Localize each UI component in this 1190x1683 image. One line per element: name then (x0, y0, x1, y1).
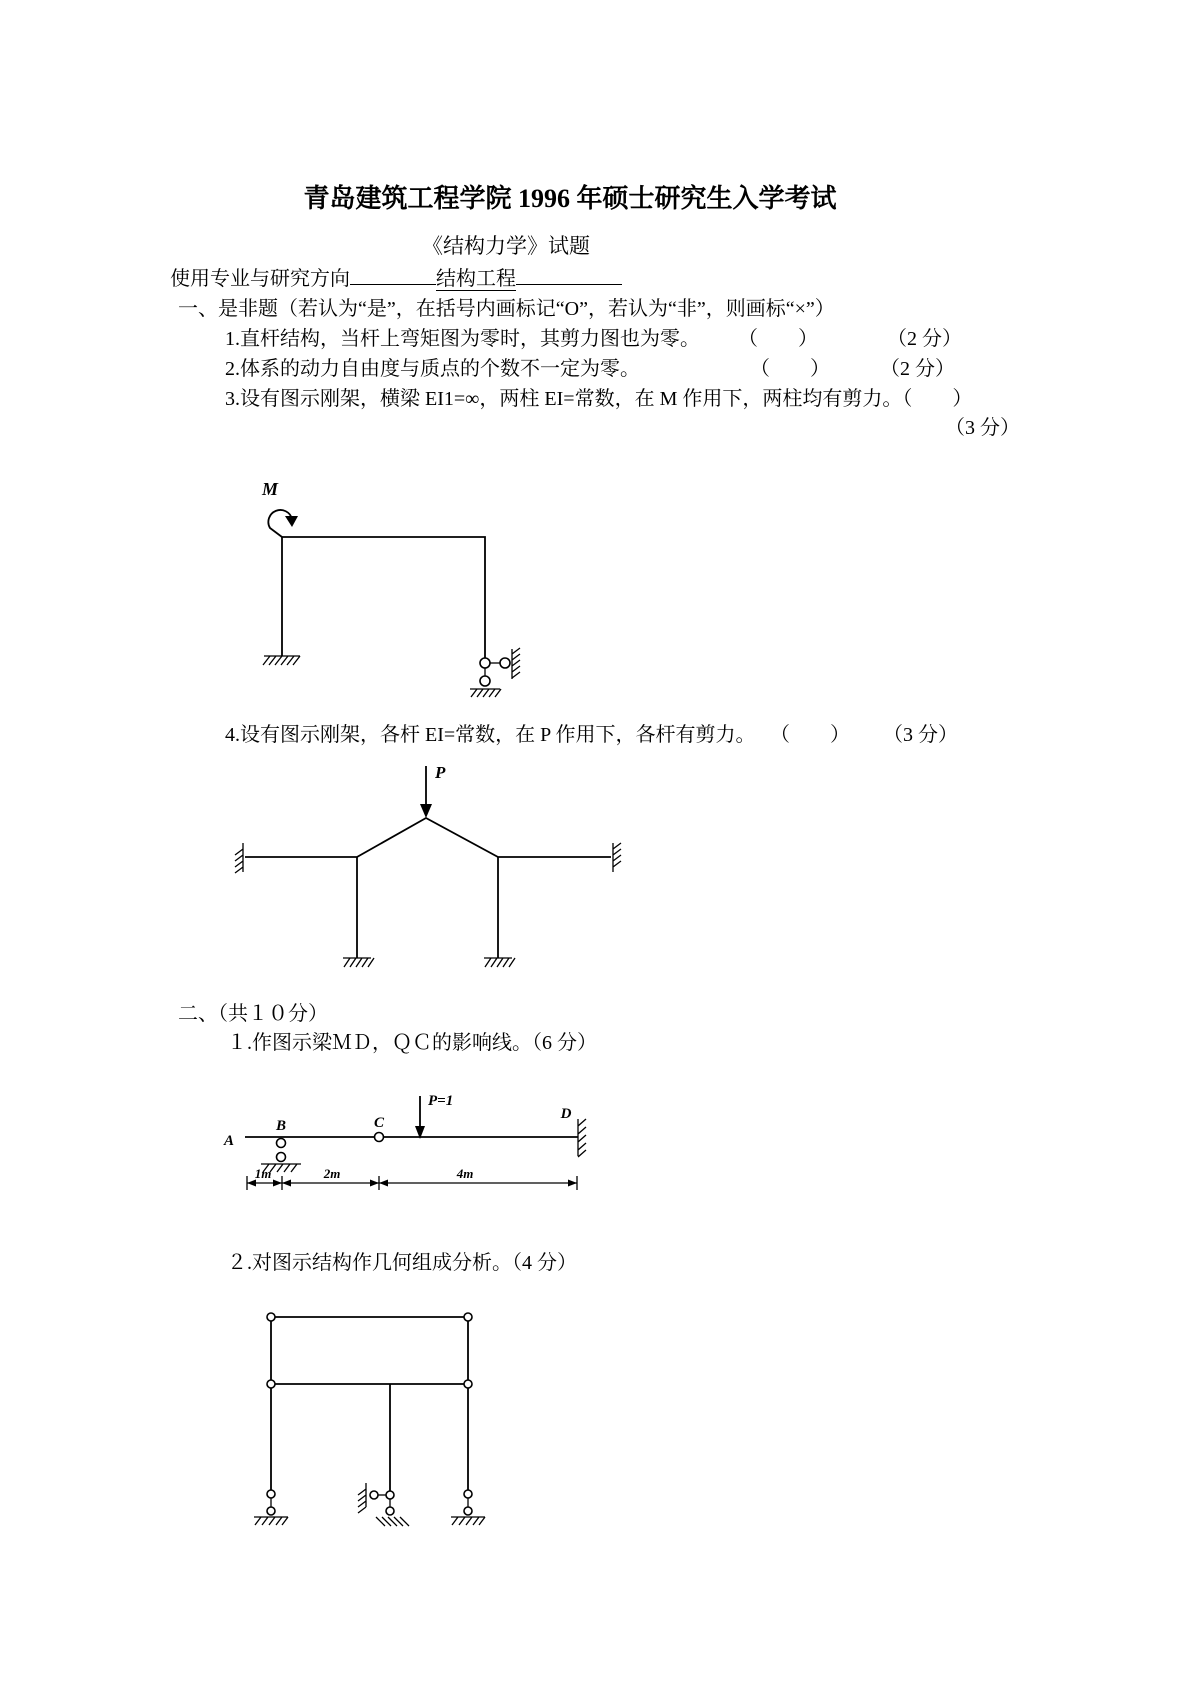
exam-title: 青岛建筑工程学院 1996 年硕士研究生入学考试 (303, 184, 837, 213)
question-1-answer-blank: （ ） (738, 328, 818, 350)
frame-diagram-q3 (200, 460, 540, 710)
question-3-text: 3.设有图示刚架，横梁 EI1=∞，两柱 EI=常数，在 M 作用下，两柱均有剪力。 (225, 388, 903, 410)
question-2-score: （2 分） (880, 358, 955, 380)
node-c-label: C (373, 1115, 385, 1131)
dim-bc-label: 2m (323, 1166, 341, 1181)
moment-label: M (262, 479, 279, 499)
wall-support-left (235, 843, 243, 873)
link-support-right (470, 648, 520, 697)
section2-question-2: ２.对图示结构作几何组成分析。（4 分） (227, 1252, 577, 1274)
link-support-bottom-left (254, 1490, 288, 1525)
node-b-label: B (275, 1118, 287, 1134)
exam-subtitle: 《结构力学》试题 (422, 234, 590, 258)
dim-cd-label: 4m (456, 1166, 474, 1181)
unit-load-label: P=1 (428, 1093, 454, 1109)
gable-frame-diagram-q4 (215, 760, 625, 980)
moment-arrow (268, 510, 298, 537)
fixed-support-left (263, 656, 300, 665)
hinge-mid-right (464, 1380, 472, 1388)
geometric-composition-diagram (230, 1305, 510, 1540)
major-line (170, 266, 622, 292)
beam-influence-line-diagram (195, 1088, 595, 1213)
question-2-text: 2.体系的动力自由度与质点的个数不一定为零。 (225, 358, 640, 380)
section1-heading: 一、是非题（若认为“是”，在括号内画标记“O”，若认为“非”，则画标“×”） (178, 298, 835, 320)
question-3-answer-blank: （ ） (902, 388, 973, 410)
section2-question-1: １.作图示梁ＭＤ，ＱＣ的影响线。（6 分） (227, 1032, 597, 1054)
frame-members (282, 537, 485, 658)
node-a-label: A (223, 1133, 235, 1149)
load-arrow (420, 766, 432, 818)
question-1-text: 1.直杆结构，当杆上弯矩图为零时，其剪力图也为零。 (225, 328, 700, 350)
question-1 (225, 326, 1165, 352)
link-support-bottom-middle (358, 1483, 409, 1526)
major-blank-left (350, 284, 436, 285)
question-3-score: （3 分） (945, 417, 1020, 439)
hinge-top-right (464, 1313, 472, 1321)
major-label: 使用专业与研究方向 (170, 268, 350, 290)
question-1-score: （2 分） (887, 328, 962, 350)
unit-load-arrow (415, 1096, 425, 1139)
dim-ab-label: 1m (254, 1166, 272, 1181)
question-4-score: （3 分） (883, 724, 958, 746)
hinge-top-left (267, 1313, 275, 1321)
frame-members (271, 1317, 468, 1492)
major-blank-right (516, 284, 622, 285)
hinge-c (375, 1133, 384, 1142)
question-4-text: 4.设有图示刚架，各杆 EI=常数，在 P 作用下，各杆有剪力。 (225, 724, 756, 746)
question-2-answer-blank: （ ） (750, 358, 830, 380)
frame-members (245, 818, 611, 958)
section2-heading: 二、（共１０分） (178, 1003, 328, 1025)
question-4 (225, 722, 1165, 748)
major-value: 结构工程 (436, 268, 516, 290)
question-3 (225, 386, 972, 412)
link-support-bottom-right (451, 1490, 485, 1525)
node-d-label: D (560, 1106, 572, 1122)
hinge-mid-left (267, 1380, 275, 1388)
wall-support-d (578, 1119, 586, 1157)
question-4-answer-blank: （ ） (770, 724, 850, 746)
fixed-support-left-column (343, 958, 374, 967)
fixed-support-right-column (484, 958, 515, 967)
dimension-line (247, 1166, 577, 1190)
wall-support-right (613, 843, 621, 872)
question-2 (225, 356, 1165, 382)
load-label: P (435, 763, 446, 782)
